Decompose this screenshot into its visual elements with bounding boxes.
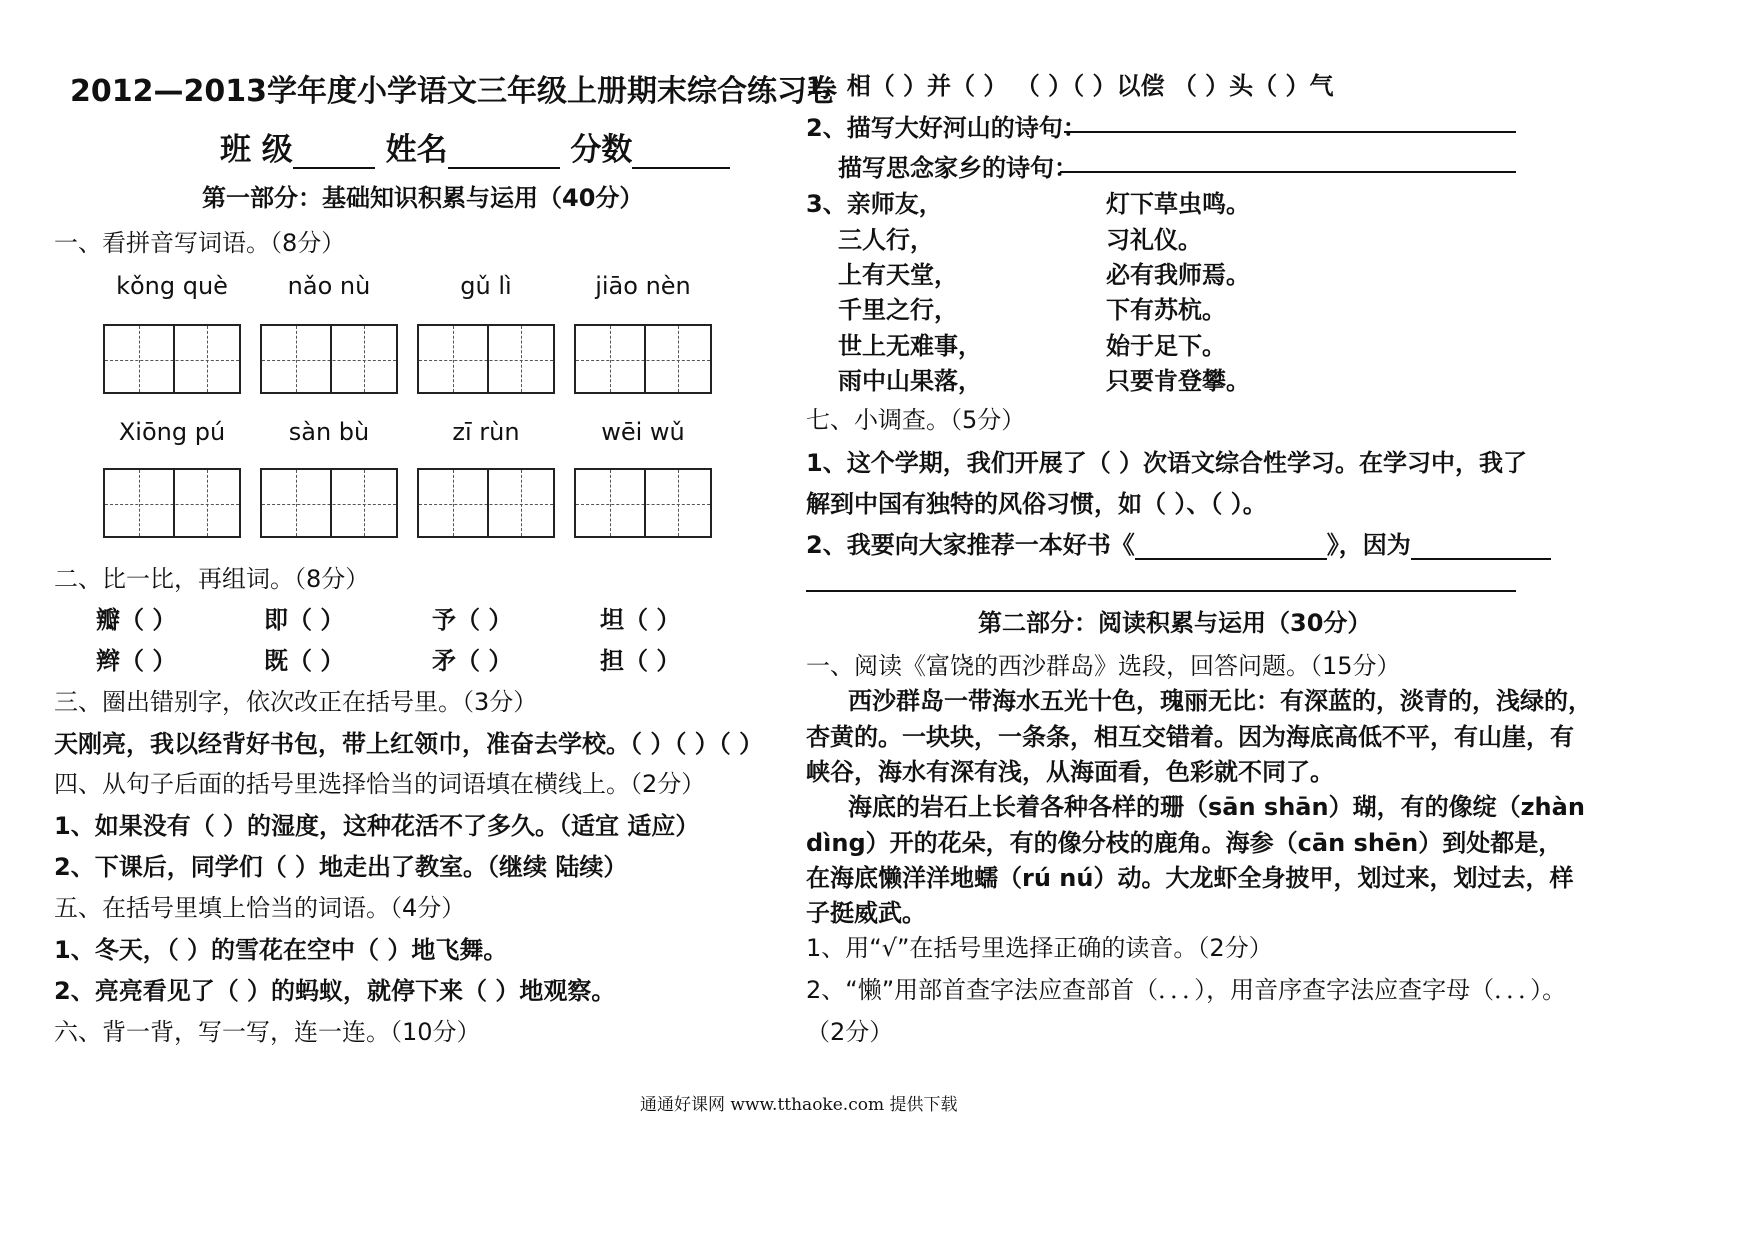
passage-line: 子挺威武。 xyxy=(806,899,926,927)
section4-question[interactable]: 2、下课后，同学们（ ）地走出了教室。（继续 陆续） xyxy=(54,853,628,881)
section3-heading: 三、圈出错别字，依次改正在括号里。（3分） xyxy=(54,688,538,716)
answer-line[interactable] xyxy=(1064,131,1516,133)
pinyin-label: wēi wǔ xyxy=(601,418,685,446)
book-title-blank[interactable] xyxy=(1135,534,1327,560)
reading-question[interactable]: 1、用“√”在括号里选择正确的读音。（2分） xyxy=(806,934,1273,962)
book-recommend-question xyxy=(806,525,1551,560)
reason-blank[interactable] xyxy=(1411,534,1551,560)
answer-line[interactable] xyxy=(806,590,1516,592)
passage-line: 杏黄的。一块块，一条条，相互交错着。因为海底高低不平，有山崖，有 xyxy=(806,723,1574,751)
connect-right-item[interactable]: 始于足下。 xyxy=(1106,332,1226,360)
compare-item[interactable]: 矛（ ） xyxy=(432,647,513,675)
pinyin-label: nǎo nù xyxy=(287,272,371,300)
pinyin-label: sàn bù xyxy=(288,418,370,446)
student-info-line xyxy=(220,124,730,169)
compare-item[interactable]: 瓣（ ） xyxy=(96,606,177,634)
pinyin-label: Xiōng pú xyxy=(118,418,226,446)
compare-item[interactable]: 辫（ ） xyxy=(96,647,177,675)
connect-right-item[interactable]: 下有苏杭。 xyxy=(1106,296,1226,324)
connect-left-item[interactable]: 上有天堂， xyxy=(838,261,958,289)
compare-item[interactable]: 予（ ） xyxy=(432,606,513,634)
page-title: 2012—2013学年度小学语文三年级上册期末综合练习卷 xyxy=(70,74,837,109)
passage-line: 海底的岩石上长着各种各样的珊（sān shān）瑚，有的像绽（zhàn xyxy=(848,793,1585,821)
book-recommend-mid: 》，因为 xyxy=(1326,531,1411,559)
compare-item[interactable]: 坦（ ） xyxy=(600,606,681,634)
passage-line: 西沙群岛一带海水五光十色，瑰丽无比：有深蓝的，淡青的，浅绿的， xyxy=(848,687,1592,715)
pinyin-label: gǔ lì xyxy=(460,272,512,300)
part1-heading: 第一部分：基础知识积累与运用（40分） xyxy=(202,184,644,212)
footer-source: 通通好课网 www.tthaoke.com 提供下载 xyxy=(640,1095,958,1115)
compare-item[interactable]: 既（ ） xyxy=(264,647,345,675)
name-label: 姓名 xyxy=(385,132,448,168)
writing-grid[interactable] xyxy=(417,468,555,538)
writing-grid[interactable] xyxy=(103,468,241,538)
passage-line: 峡谷，海水有深有浅，从海面看，色彩就不同了。 xyxy=(806,758,1334,786)
section5-question[interactable]: 2、亮亮看见了（ ）的蚂蚁，就停下来（ ）地观察。 xyxy=(54,977,616,1005)
connect-left-item[interactable]: 世上无难事， xyxy=(838,332,982,360)
pinyin-label: jiāo nèn xyxy=(595,272,691,300)
part2-heading: 第二部分：阅读积累与运用（30分） xyxy=(978,609,1372,637)
connect-right-item[interactable]: 灯下草虫鸣。 xyxy=(1106,190,1250,218)
connect-left-item[interactable]: 三人行， xyxy=(838,226,934,254)
book-recommend-prefix: 2、我要向大家推荐一本好书《 xyxy=(806,531,1135,559)
writing-grid[interactable] xyxy=(260,324,398,394)
passage-line: 在海底懒洋洋地蠕（rú nú）动。大龙虾全身披甲，划过来，划过去，样 xyxy=(806,864,1574,892)
section3-sentence[interactable]: 天刚亮，我以经背好书包，带上红领巾，准奋去学校。（ ）（ ）（ ） xyxy=(54,730,764,758)
pinyin-label: zī rùn xyxy=(452,418,520,446)
survey-question-cont[interactable]: 解到中国有独特的风俗习惯，如（ ）、（ ）。 xyxy=(806,490,1267,518)
section7-heading: 七、小调查。（5分） xyxy=(806,406,1026,434)
passage-line: dìng）开的花朵，有的像分枝的鹿角。海参（cān shēn）到处都是， xyxy=(806,829,1563,857)
reading-question-score: （2分） xyxy=(806,1018,894,1046)
writing-grid[interactable] xyxy=(103,324,241,394)
name-blank xyxy=(448,137,560,169)
compare-item[interactable]: 即（ ） xyxy=(264,606,345,634)
writing-grid[interactable] xyxy=(417,324,555,394)
connect-right-item[interactable]: 必有我师焉。 xyxy=(1106,261,1250,289)
connect-left-item[interactable]: 雨中山果落， xyxy=(838,367,982,395)
poem-question-label: 描写思念家乡的诗句： xyxy=(838,154,1078,182)
section4-heading: 四、从句子后面的括号里选择恰当的词语填在横线上。（2分） xyxy=(54,770,706,798)
section5-question[interactable]: 1、冬天，（ ）的雪花在空中（ ）地飞舞。 xyxy=(54,936,508,964)
connect-left-item[interactable]: 千里之行， xyxy=(838,296,958,324)
section1-heading: 一、看拼音写词语。（8分） xyxy=(54,229,346,257)
survey-question[interactable]: 1、这个学期，我们开展了（ ）次语文综合性学习。在学习中，我了 xyxy=(806,449,1528,477)
writing-grid[interactable] xyxy=(260,468,398,538)
score-blank xyxy=(632,137,730,169)
reading-question[interactable]: 2、“懒”用部首查字法应查部首（．．．），用音序查字法应查字母（．．．）。 xyxy=(806,976,1567,1004)
writing-grid[interactable] xyxy=(574,468,712,538)
section6-heading: 六、背一背，写一写，连一连。（10分） xyxy=(54,1018,481,1046)
connect-left-item[interactable]: 3、亲师友， xyxy=(806,190,943,218)
idiom-fill-question[interactable]: 1、相（ ）并（ ） （ ）（ ）以偿 （ ）头（ ）气 xyxy=(806,72,1334,100)
connect-right-item[interactable]: 习礼仪。 xyxy=(1106,226,1202,254)
section5-heading: 五、在括号里填上恰当的词语。（4分） xyxy=(54,894,466,922)
section4-question[interactable]: 1、如果没有（ ）的湿度，这种花活不了多久。（适宜 适应） xyxy=(54,812,700,840)
poem-question-label: 2、描写大好河山的诗句： xyxy=(806,114,1087,142)
pinyin-label: kǒng què xyxy=(116,272,228,300)
connect-right-item[interactable]: 只要肯登攀。 xyxy=(1106,367,1250,395)
section2-heading: 二、比一比，再组词。（8分） xyxy=(54,565,370,593)
class-label: 班 级 xyxy=(220,132,293,168)
reading-heading: 一、阅读《富饶的西沙群岛》选段，回答问题。（15分） xyxy=(806,652,1401,680)
class-blank xyxy=(293,137,375,169)
answer-line[interactable] xyxy=(1060,171,1516,173)
compare-item[interactable]: 担（ ） xyxy=(600,647,681,675)
score-label: 分数 xyxy=(570,132,633,168)
writing-grid[interactable] xyxy=(574,324,712,394)
